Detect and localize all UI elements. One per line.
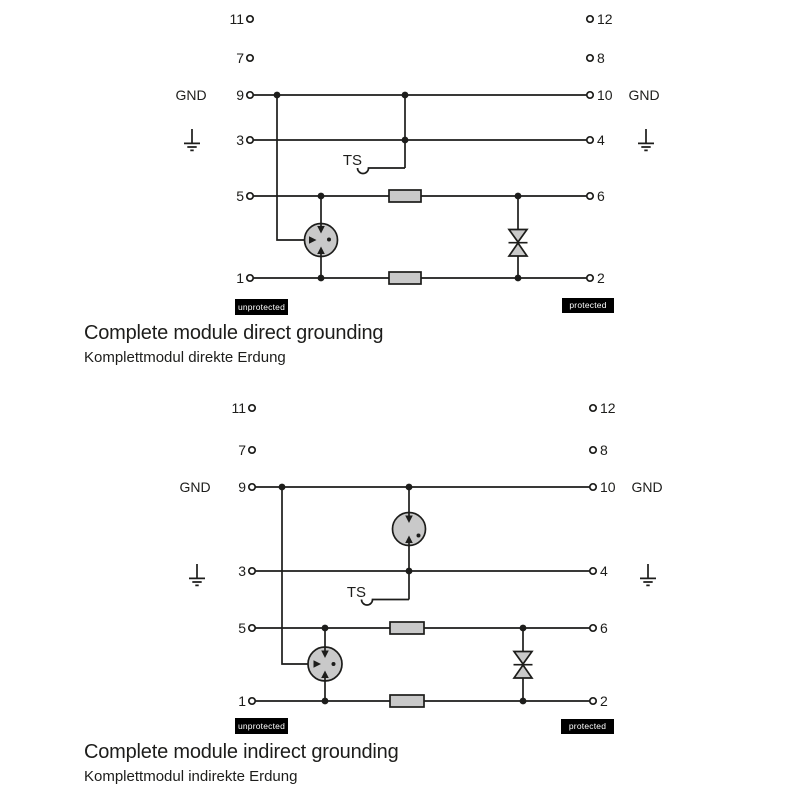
terminal-number: 6 — [600, 620, 608, 636]
junction-dot — [274, 92, 281, 99]
diagram-indirect-subtitle: Komplettmodul indirekte Erdung — [84, 768, 298, 785]
junction-dot — [318, 193, 325, 200]
terminal-icon — [247, 55, 253, 61]
terminal-number: 9 — [238, 479, 246, 495]
terminal-number: 2 — [600, 693, 608, 709]
wire-gnd-branch — [277, 95, 309, 240]
terminal-number: 7 — [236, 50, 244, 66]
terminals — [247, 16, 593, 281]
terminal-icon — [249, 568, 255, 574]
terminal-icon — [590, 568, 596, 574]
gnd-label-left: GND — [175, 87, 207, 103]
junction-dot — [402, 137, 409, 144]
terminal-number: 1 — [236, 270, 244, 286]
suppressor-diode-icon — [509, 230, 528, 257]
diagram-indirect-title: Complete module indirect grounding — [84, 741, 399, 763]
terminal-icon — [587, 16, 593, 22]
diode-triangle-up — [509, 243, 527, 256]
terminal-icon — [587, 92, 593, 98]
terminal-icon — [247, 16, 253, 22]
terminal-icon — [587, 275, 593, 281]
terminal-number: 7 — [238, 442, 246, 458]
junction-dot — [406, 568, 413, 575]
terminal-icon — [249, 625, 255, 631]
terminal-icon — [249, 698, 255, 704]
terminal-numbers-right — [600, 400, 616, 709]
unprotected-zone-tag: unprotected — [235, 718, 288, 734]
terminal-numbers-right — [597, 11, 613, 286]
resistor-icon — [390, 695, 424, 707]
terminal-number: 11 — [231, 400, 246, 416]
terminal-number: 10 — [600, 479, 616, 495]
terminal-number: 6 — [597, 188, 605, 204]
terminal-number: 5 — [236, 188, 244, 204]
junction-dot — [322, 698, 329, 705]
unprotected-zone-tag: unprotected — [235, 299, 288, 315]
diagram-direct-subtitle: Komplettmodul direkte Erdung — [84, 349, 286, 366]
gas-discharge-tube-2-electrode-icon — [393, 487, 426, 571]
diode-triangle-up — [514, 665, 532, 678]
gnd-label-left: GND — [179, 479, 211, 495]
terminal-number: 12 — [600, 400, 616, 416]
terminal-number: 3 — [236, 132, 244, 148]
terminal-number: 4 — [600, 563, 608, 579]
diode-triangle-down — [509, 230, 527, 243]
terminal-icon — [587, 55, 593, 61]
protected-zone-tag: protected — [562, 298, 614, 313]
terminals — [249, 405, 596, 704]
junction-dot — [322, 625, 329, 632]
diagram-direct-grounding — [175, 11, 659, 286]
suppressor-diode-icon — [514, 652, 533, 679]
diagram-direct-title: Complete module direct grounding — [84, 322, 384, 344]
junction-dot — [318, 275, 325, 282]
resistor-icon — [390, 622, 424, 634]
junction-dot — [402, 92, 409, 99]
gas-dot-icon — [417, 534, 421, 538]
terminal-number: 10 — [597, 87, 613, 103]
terminal-number: 5 — [238, 620, 246, 636]
earth-ground-icon — [189, 564, 205, 585]
wire-gnd-branch — [282, 487, 314, 664]
wires — [253, 95, 587, 278]
gas-dot-icon — [327, 238, 331, 242]
terminal-numbers-left — [229, 11, 244, 286]
gas-discharge-tube-3-electrode-icon — [305, 196, 338, 278]
earth-ground-icon — [640, 564, 656, 585]
terminal-icon — [590, 447, 596, 453]
ts-label: TS — [342, 152, 362, 169]
gas-discharge-tube-3-electrode-icon — [308, 628, 342, 701]
diode-triangle-down — [514, 652, 532, 665]
disconnect-hook-icon — [358, 168, 406, 174]
junction-dot — [520, 625, 527, 632]
junction-dot — [520, 698, 527, 705]
earth-ground-icon — [638, 129, 654, 150]
terminal-icon — [587, 193, 593, 199]
terminal-icon — [249, 447, 255, 453]
terminal-icon — [247, 193, 253, 199]
junction-dot — [515, 193, 522, 200]
terminal-icon — [587, 137, 593, 143]
terminal-icon — [247, 137, 253, 143]
terminal-number: 11 — [229, 11, 244, 27]
terminal-number: 2 — [597, 270, 605, 286]
gas-dot-icon — [332, 662, 336, 666]
resistor-icon — [389, 272, 421, 284]
terminal-icon — [249, 484, 255, 490]
terminal-number: 12 — [597, 11, 613, 27]
terminal-icon — [590, 698, 596, 704]
ts-label: TS — [346, 584, 366, 601]
junction-dot — [406, 484, 413, 491]
junction-dot — [279, 484, 286, 491]
diagram-indirect-grounding — [179, 400, 662, 709]
junction-dot — [515, 275, 522, 282]
terminal-icon — [247, 92, 253, 98]
disconnect-hook-icon — [362, 600, 410, 606]
terminal-icon — [590, 405, 596, 411]
terminal-number: 9 — [236, 87, 244, 103]
terminal-icon — [590, 625, 596, 631]
terminal-number: 8 — [600, 442, 608, 458]
terminal-numbers-left — [231, 400, 246, 709]
terminal-icon — [590, 484, 596, 490]
earth-ground-icon — [184, 129, 200, 150]
terminal-number: 1 — [238, 693, 246, 709]
resistor-icon — [389, 190, 421, 202]
terminal-number: 8 — [597, 50, 605, 66]
terminal-number: 4 — [597, 132, 605, 148]
gnd-label-right: GND — [631, 479, 663, 495]
terminal-icon — [249, 405, 255, 411]
gnd-label-right: GND — [628, 87, 660, 103]
terminal-icon — [247, 275, 253, 281]
terminal-number: 3 — [238, 563, 246, 579]
protected-zone-tag: protected — [561, 719, 614, 734]
